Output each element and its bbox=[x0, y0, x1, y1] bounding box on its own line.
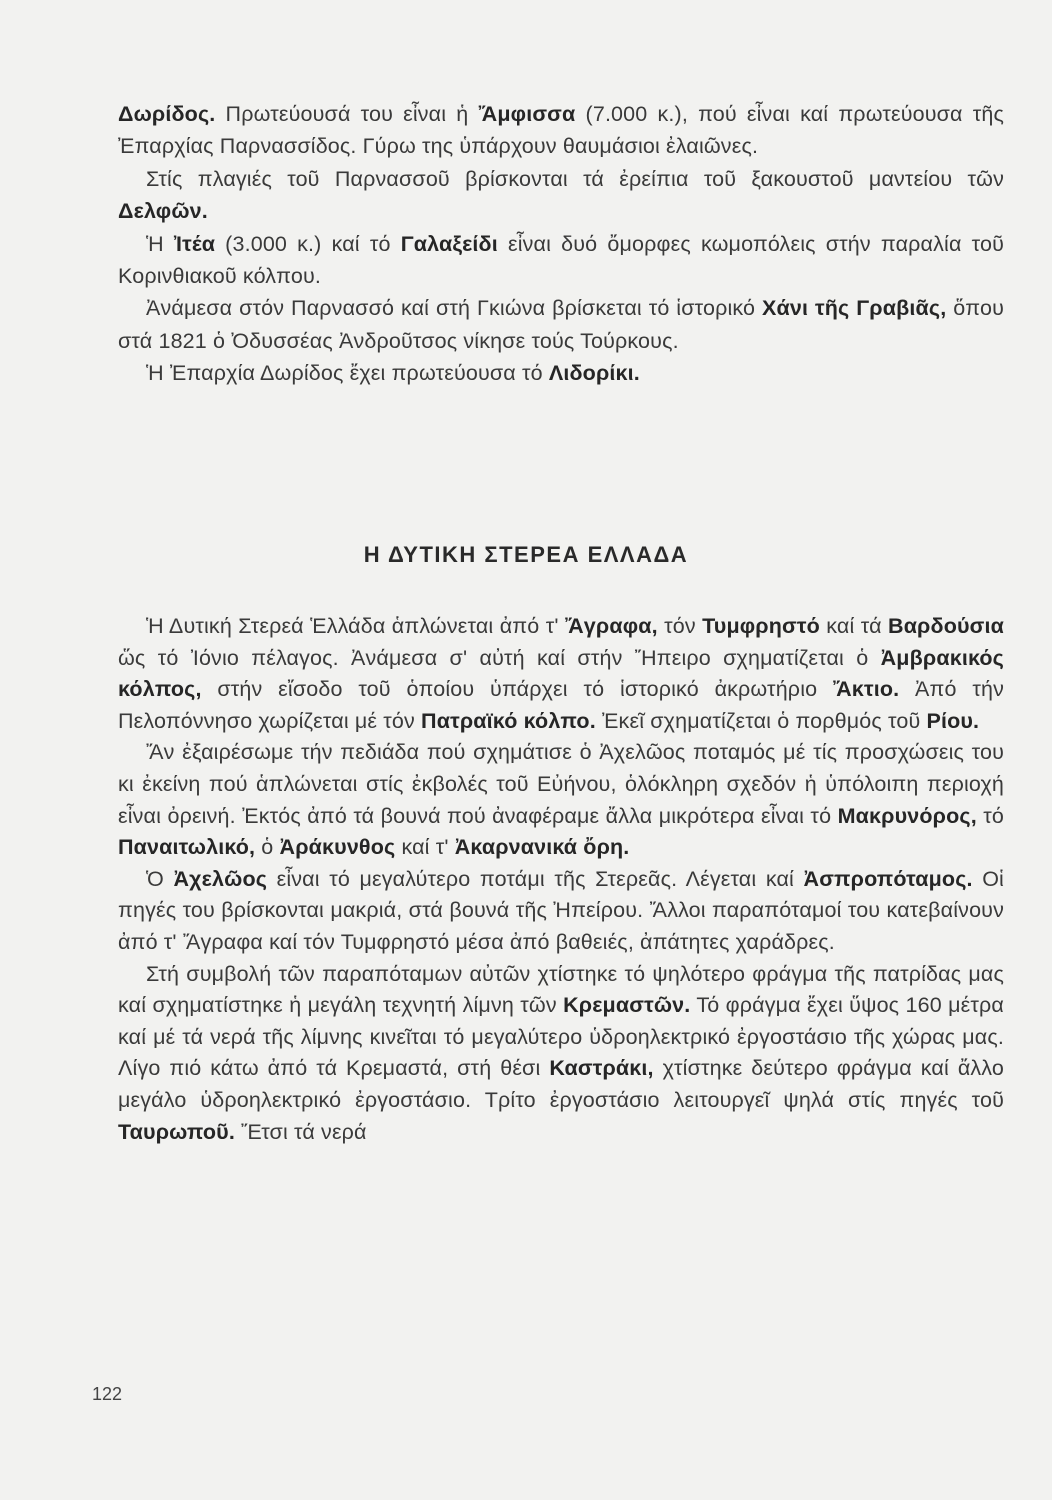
text-run: εἶναι δυό ὄμορφες κωμοπόλεις στήν παραλία τοῦ Κορινθιακοῦ κόλπου. bbox=[118, 231, 1004, 289]
paragraph bbox=[118, 611, 1004, 737]
bold-term: Ρίου. bbox=[926, 708, 980, 733]
bold-term: Τυμφρηστό bbox=[702, 614, 820, 638]
bold-term: Δωρίδος. bbox=[118, 102, 216, 126]
bold-term: Ἄμφισσα bbox=[478, 102, 576, 126]
text-run: Ἐκεῖ σχηματίζεται ὁ πορθμός τοῦ bbox=[595, 708, 927, 733]
page-number: 122 bbox=[92, 1384, 123, 1404]
text-run: Τό φράγμα ἔχει ὕψος 160 μέτρα καί μέ τά νερά τῆς λίμνης κινεῖται τό μεγαλύτερο ὑδροηλεκτρικό ἐργοστάσιο τῆς χώρας μας. Λίγο πιό κάτω ἀπό τά Κρεμαστά, στή θέσι bbox=[118, 993, 1005, 1081]
text-run: Πρωτεύουσά του εἶναι ἡ bbox=[215, 102, 479, 126]
text-run: Ἡ Ἐπαρχία Δωρίδος ἔχει πρωτεύουσα τό bbox=[146, 361, 549, 386]
text-run: ὅπου στά 1821 ὁ Ὀδυσσέας Ἀνδροῦτσος νίκησε τούς Τούρκους. bbox=[118, 296, 1004, 353]
paragraph bbox=[118, 163, 1004, 228]
bold-term: Ἄγραφα, bbox=[564, 614, 658, 638]
bold-term: Χάνι τῆς Γραβιᾶς, bbox=[762, 296, 947, 321]
bold-term: Γαλαξείδι bbox=[400, 231, 498, 256]
section-heading: Η ΔΥΤΙΚΗ ΣΤΕΡΕΑ ΕΛΛΑΔΑ bbox=[363, 542, 689, 567]
text-run: τό bbox=[976, 803, 1004, 828]
bold-term: Ἀχελῶος bbox=[173, 866, 268, 891]
bold-term: Ἄκτιο. bbox=[832, 677, 900, 702]
bold-term: Καστράκι, bbox=[549, 1056, 654, 1081]
bold-term: Ἀμβρακικός κόλπος, bbox=[118, 645, 1004, 702]
bold-term: Ἀσπροπόταμος. bbox=[803, 866, 973, 891]
text-run: εἶναι τό μεγαλύτερο ποτάμι τῆς Στερεᾶς. Λέγεται καί bbox=[267, 866, 804, 891]
text-run: Ἔτσι τά νερά bbox=[234, 1119, 367, 1144]
text-run: (3.000 κ.) καί τό bbox=[215, 231, 401, 256]
text-run: Ὁ bbox=[146, 866, 174, 891]
paragraph bbox=[118, 737, 1004, 863]
bold-term: Δελφῶν. bbox=[118, 199, 208, 224]
paragraph bbox=[118, 959, 1004, 1149]
bold-term: Κρεμαστῶν. bbox=[563, 993, 691, 1018]
paragraph bbox=[118, 292, 1004, 357]
text-run: στήν εἴσοδο τοῦ ὁποίου ὑπάρχει τό ἱστορικό ἀκρωτήριο bbox=[201, 677, 833, 702]
text-run: Ἀπό τήν Πελοπόννησο χωρίζεται μέ τόν bbox=[118, 677, 1004, 733]
text-run: Ἡ bbox=[146, 231, 174, 256]
text-run: Ἀνάμεσα στόν Παρνασσό καί στή Γκιώνα βρίσκεται τό ἱστορικό bbox=[146, 296, 763, 321]
text-run: καί τ' bbox=[395, 835, 455, 860]
paragraph bbox=[118, 98, 1004, 163]
text-run: Στίς πλαγιές τοῦ Παρνασσοῦ βρίσκονται τά ἐρείπια τοῦ ξακουστοῦ μαντείου τῶν bbox=[146, 166, 1004, 191]
text-run: Ἡ Δυτική Στερεά Ἑλλάδα ἁπλώνεται ἀπό τ' bbox=[146, 614, 565, 638]
text-run: Ἄν ἐξαιρέσωμε τήν πεδιάδα πού σχημάτισε ὁ Ἀχελῶος ποταμός μέ τίς προσχώσεις του κι ἐκείνη πού ἁπλώνεται στίς ἐκβολές τοῦ Εὐήνου, ὁλόκληρη σχεδόν ἡ ὑπόλοιπη περιοχή εἶναι ὀρεινή. Ἐκτός ἀπό τά βουνά πού ἀναφέραμε ἄλλα μικρότερα εἶναι τό bbox=[118, 740, 1004, 828]
paragraph bbox=[118, 357, 1004, 389]
bold-term: Μακρυνόρος, bbox=[837, 803, 977, 828]
text-run: (7.000 κ.), πού εἶναι καί πρωτεύουσα τῆς Ἐπαρχίας Παρνασσίδος. Γύρω της ὑπάρχουν θαυμάσιοι ἐλαιῶνες. bbox=[118, 102, 1004, 159]
bold-term: Παναιτωλικό, bbox=[118, 835, 256, 860]
bold-term: Ἀράκυνθος bbox=[279, 835, 396, 860]
bold-term: Πατραϊκό κόλπο. bbox=[421, 708, 596, 733]
text-run: ὁ bbox=[255, 835, 280, 860]
bold-term: Ταυρωποῦ. bbox=[118, 1119, 235, 1144]
paragraph bbox=[118, 228, 1004, 293]
paragraph bbox=[118, 864, 1004, 959]
bold-term: Βαρδούσια bbox=[888, 614, 1004, 638]
text-block-western-sterea bbox=[118, 611, 1004, 1148]
bold-term: Ἀκαρνανικά ὄρη. bbox=[454, 835, 630, 860]
text-run: Οἱ πηγές του βρίσκονται μακριά, στά βουνά τῆς Ἠπείρου. Ἄλλοι παραπόταμοί του κατεβαίνουν ἀπό τ' Ἄγραφα καί τόν Τυμφρηστό μέσα ἀπό βαθειές, ἀπάτητες χαράδρες. bbox=[118, 866, 1004, 954]
text-run: ὥς τό Ἰόνιο πέλαγος. Ἀνάμεσα σ' αὐτή καί στήν Ἤπειρο σχηματίζεται ὁ bbox=[118, 645, 881, 670]
text-run: καί τά bbox=[819, 614, 889, 638]
text-block-dorida bbox=[118, 98, 1004, 390]
text-run: Στή συμβολή τῶν παραπόταμων αὐτῶν χτίστηκε τό ψηλότερο φράγμα τῆς πατρίδας μας καί σχηματίστηκε ἡ μεγάλη τεχνητή λίμνη τῶν bbox=[118, 961, 1004, 1018]
bold-term: Λιδορίκι. bbox=[548, 361, 640, 386]
text-run: τόν bbox=[657, 614, 703, 638]
bold-term: Ἰτέα bbox=[173, 231, 216, 256]
text-run: χτίστηκε δεύτερο φράγμα καί ἄλλο μεγάλο ὑδροηλεκτρικό ἐργοστάσιο. Τρίτο ἐργοστάσιο λειτουργεῖ ψηλά στίς πηγές τοῦ bbox=[118, 1056, 1004, 1112]
